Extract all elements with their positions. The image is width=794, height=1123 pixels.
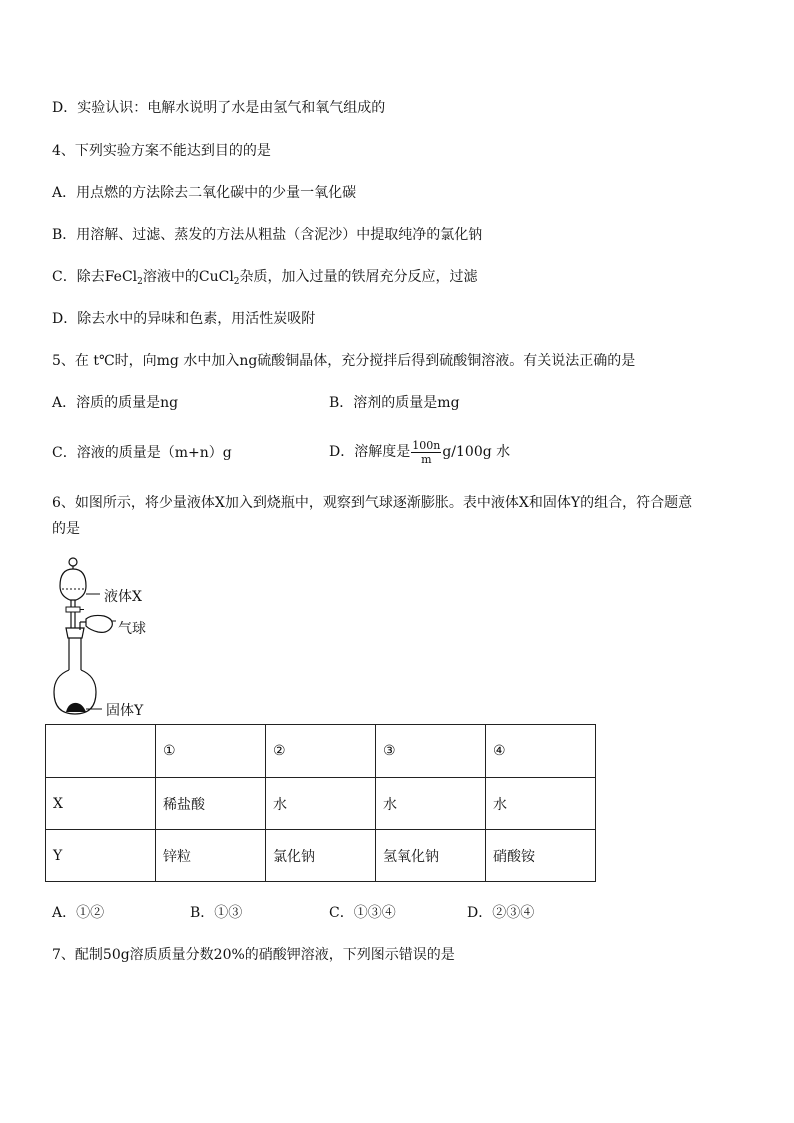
q5-option-a: A．溶质的质量是ng bbox=[52, 395, 179, 411]
table-cell: 水 bbox=[266, 778, 376, 830]
q6-stem-line2: 的是 bbox=[52, 521, 80, 537]
q4-option-d: D．除去水中的异味和色素，用活性炭吸附 bbox=[52, 311, 316, 327]
q5-option-c: C．溶液的质量是（m+n）g bbox=[52, 445, 232, 461]
table-row bbox=[46, 778, 596, 830]
q7-stem: 7、配制50g溶质质量分数20%的硝酸钾溶液，下列图示错误的是 bbox=[52, 947, 455, 963]
table-cell: ② bbox=[266, 725, 376, 778]
table-cell: X bbox=[46, 778, 156, 830]
table-cell: ③ bbox=[376, 725, 486, 778]
q6-stem-line1: 6、如图所示，将少量液体X加入到烧瓶中，观察到气球逐渐膨胀。表中液体X和固体Y的组合，符合题意 bbox=[52, 495, 693, 511]
table-cell bbox=[46, 725, 156, 778]
balloon-label: 气球 bbox=[118, 621, 146, 637]
q5-stem: 5、在 t℃时，向mg 水中加入ng硫酸铜晶体，充分搅拌后得到硫酸铜溶液。有关说法正确的是 bbox=[52, 353, 636, 369]
q6-option-d: D．②③④ bbox=[467, 905, 535, 921]
q5-option-b: B．溶剂的质量是mg bbox=[329, 395, 460, 411]
table-row bbox=[46, 830, 596, 882]
table-cell: 锌粒 bbox=[156, 830, 266, 882]
table-cell: 氢氧化钠 bbox=[376, 830, 486, 882]
q6-option-c: C．①③④ bbox=[329, 905, 396, 921]
q4-option-c-sub2: 2 bbox=[233, 277, 240, 287]
q3-option-d: D．实验认识：电解水说明了水是由氢气和氧气组成的 bbox=[52, 100, 386, 116]
solubility-fraction bbox=[411, 439, 441, 466]
table-cell: ④ bbox=[486, 725, 596, 778]
table-cell: 水 bbox=[376, 778, 486, 830]
q4-option-c-mid: 溶液中的CuCl bbox=[142, 269, 234, 285]
table-cell: 硝酸铵 bbox=[486, 830, 596, 882]
q4-option-c-pre: C．除去FeCl bbox=[52, 269, 138, 285]
fraction-numerator: 100n bbox=[412, 438, 441, 452]
q5-option-d-pre: D．溶解度是 bbox=[329, 444, 411, 460]
q5-option-d bbox=[329, 434, 510, 470]
q5-option-d-post: g/100g 水 bbox=[442, 444, 511, 460]
table-cell: Y bbox=[46, 830, 156, 882]
apparatus-figure bbox=[52, 556, 172, 722]
table-cell: 稀盐酸 bbox=[156, 778, 266, 830]
solid-y-label: 固体Y bbox=[106, 703, 144, 719]
table-header-row bbox=[46, 725, 596, 778]
q4-stem: 4、下列实验方案不能达到目的的是 bbox=[52, 143, 271, 159]
table-cell: ① bbox=[156, 725, 266, 778]
q4-option-b: B．用溶解、过滤、蒸发的方法从粗盐（含泥沙）中提取纯净的氯化钠 bbox=[52, 227, 483, 243]
table-cell: 水 bbox=[486, 778, 596, 830]
q4-option-c-sub1: 2 bbox=[137, 277, 143, 287]
q6-option-b: B．①③ bbox=[190, 905, 243, 921]
liquid-x-label: 液体X bbox=[104, 589, 142, 605]
flask-diagram bbox=[52, 556, 172, 722]
q6-option-a: A．①② bbox=[52, 905, 105, 921]
q4-option-a: A．用点燃的方法除去二氧化碳中的少量一氧化碳 bbox=[52, 185, 357, 201]
q4-option-c-post: 杂质，加入过量的铁屑充分反应，过滤 bbox=[239, 269, 478, 285]
q4-option-c bbox=[52, 267, 478, 287]
table-cell: 氯化钠 bbox=[266, 830, 376, 882]
fraction-denominator: m bbox=[421, 452, 432, 466]
combination-table bbox=[45, 724, 596, 882]
